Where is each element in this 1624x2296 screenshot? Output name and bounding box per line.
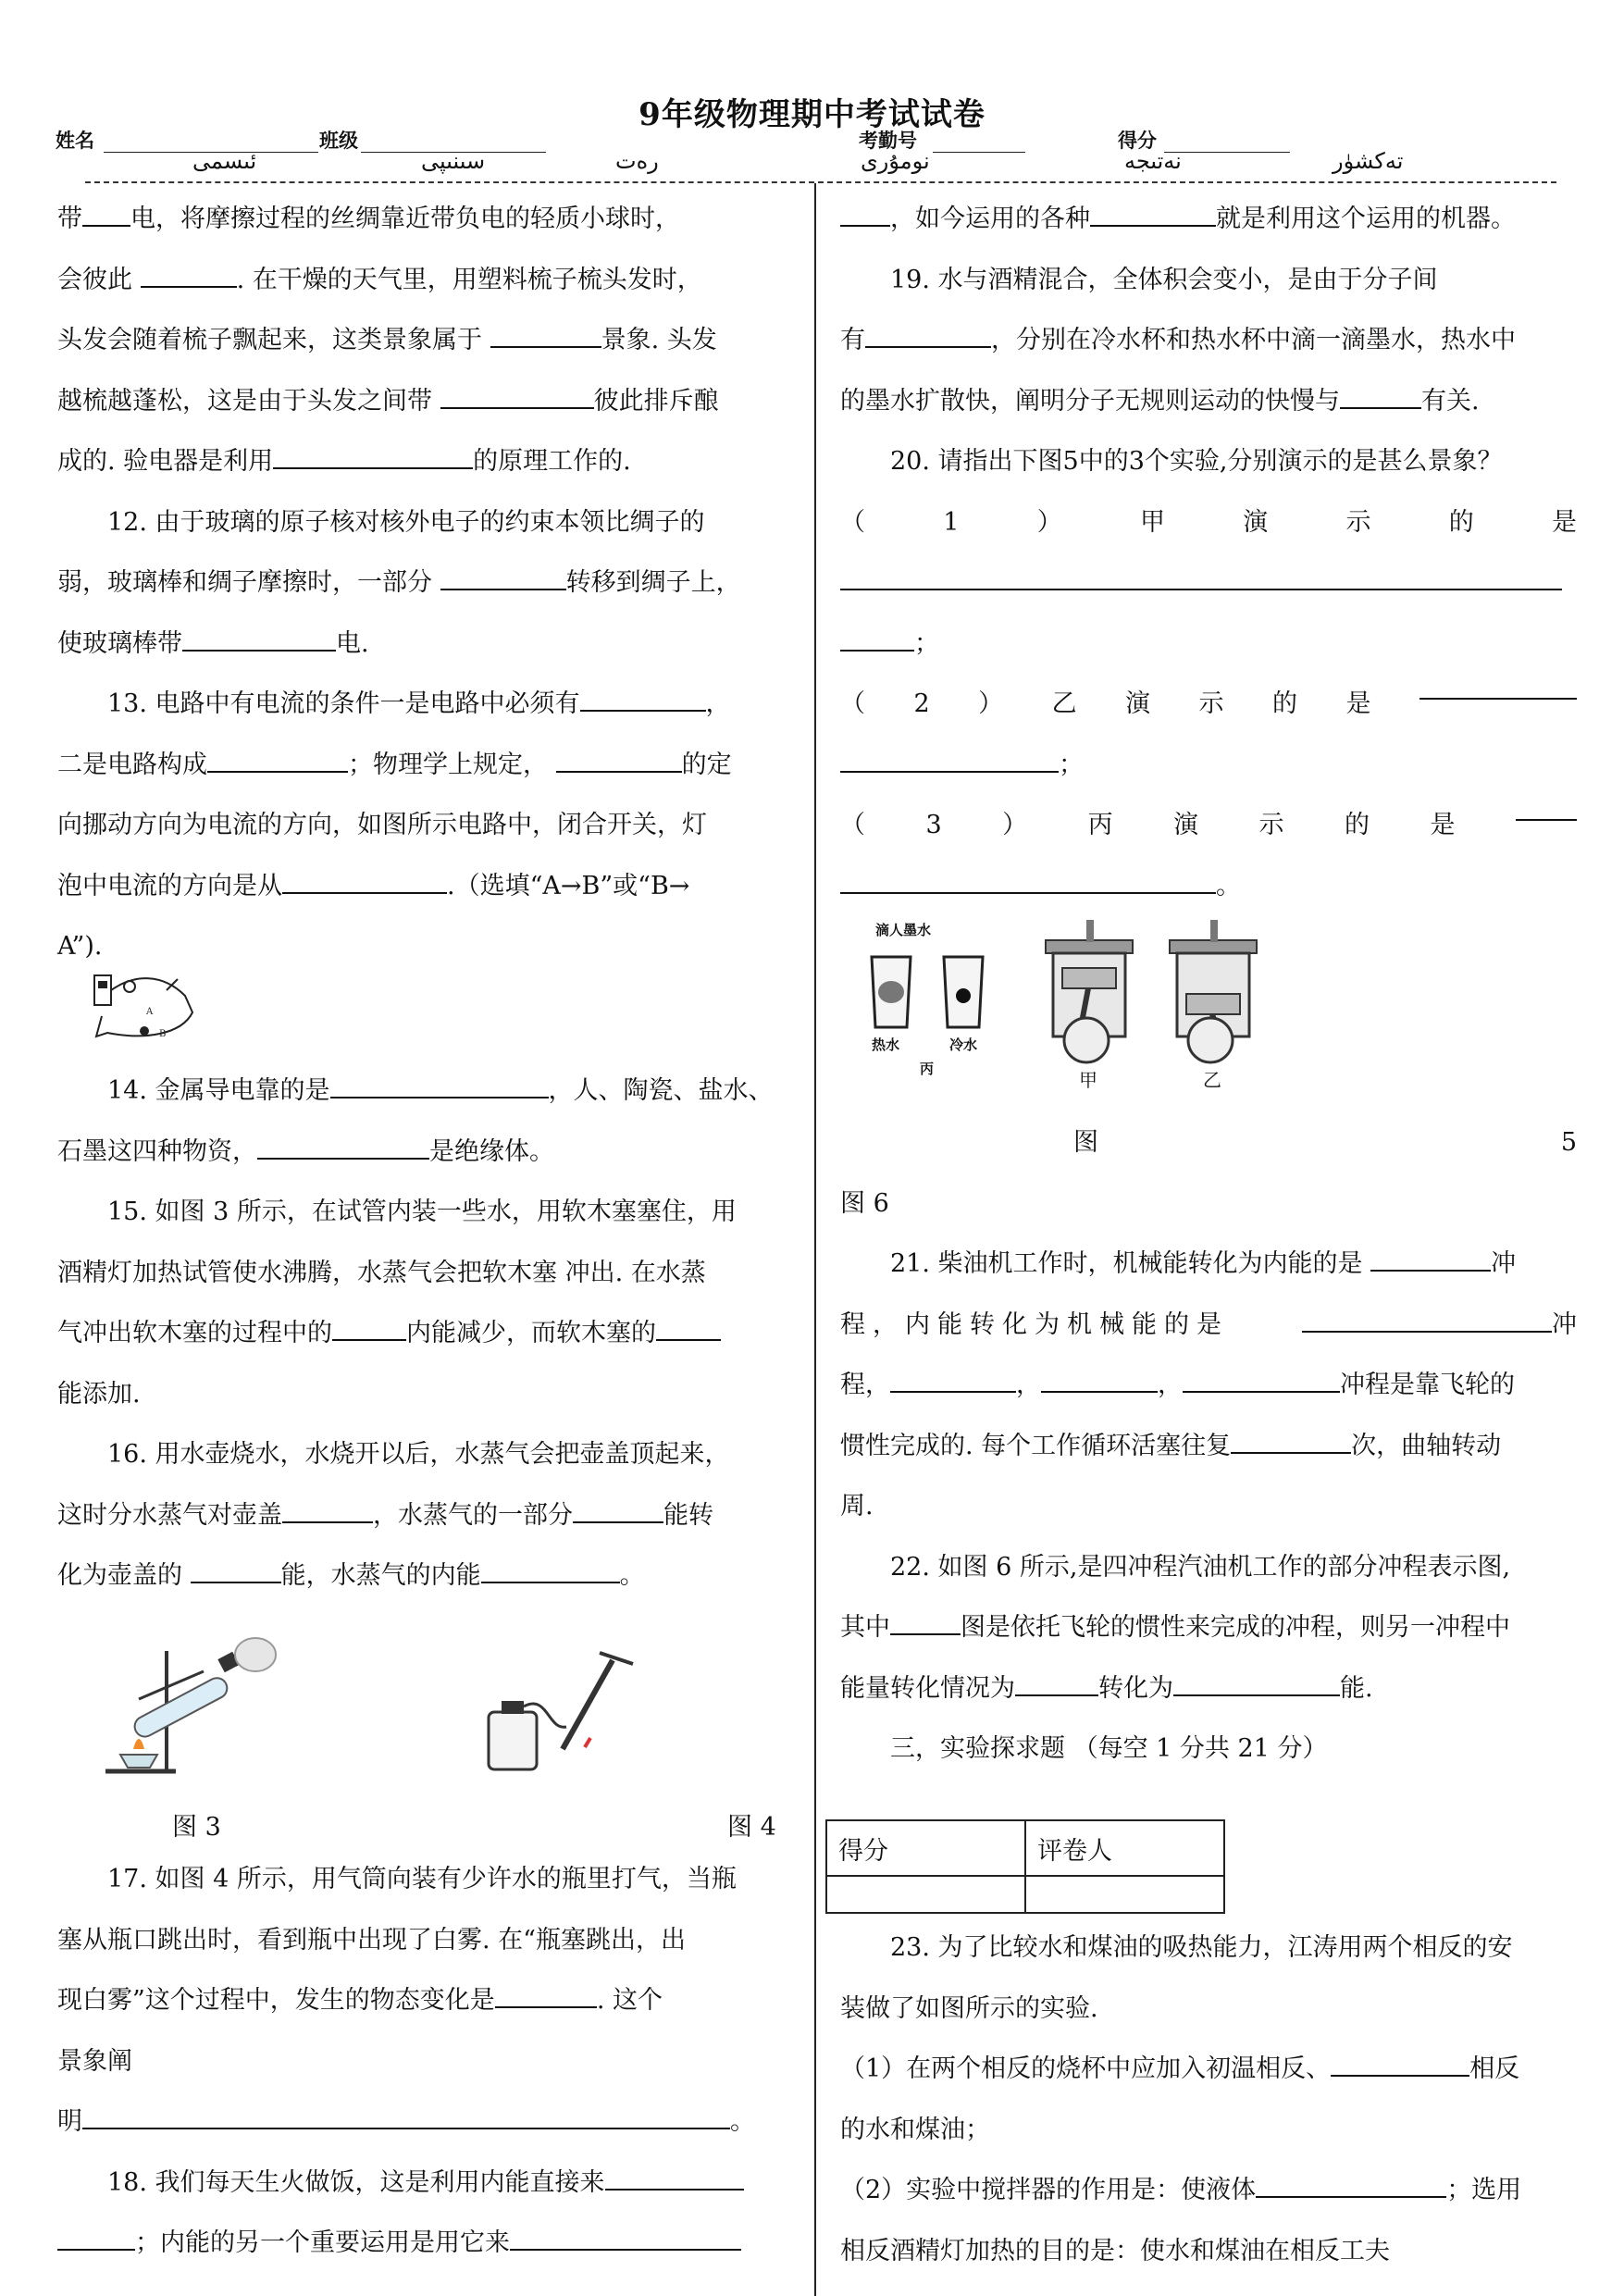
answer-blank[interactable]	[1419, 674, 1577, 700]
q21-line5: 周.	[840, 1492, 874, 1520]
ug-check-label: تەكشۈر	[1333, 148, 1404, 174]
answer-blank[interactable]	[82, 2104, 730, 2129]
circuit-figure	[89, 970, 200, 1044]
answer-blank[interactable]	[257, 1134, 429, 1160]
answer-blank[interactable]	[191, 1558, 281, 1583]
answer-blank[interactable]	[82, 201, 130, 227]
column-divider	[814, 183, 816, 2296]
q20-item1: （ 1 ） 甲 演 示 的 是	[840, 507, 1577, 537]
q17-line4: 景象阐	[57, 2046, 132, 2076]
q11-line1: 带 电，将摩擦过程的丝绸靠近带负电的轻质小球时，	[57, 189, 803, 250]
q11-line5: 成的. 验电器是利用 的原理工作的.	[57, 431, 803, 492]
q13-line4: 泡中电流的方向是从 .（选填“A→B”或“B→	[57, 856, 803, 917]
cold-water-label: 冷水	[949, 1036, 978, 1053]
yi-label: 乙	[1203, 1069, 1221, 1091]
q15-line3: 气冲出软木塞的过程中的 内能减少，而软木塞的	[57, 1303, 803, 1364]
left-column	[57, 189, 803, 977]
answer-blank[interactable]	[57, 2225, 135, 2251]
figure-6-engine-strokes	[1029, 912, 1270, 1098]
q16-line1: 16. 用水壶烧水，水烧开以后，水蒸气会把壶盖顶起来，	[107, 1440, 730, 1469]
q12-line1: 12. 由于玻璃的原子核对核外电子的约束本领比绸子的	[107, 507, 705, 537]
figure-3-caption: 图 3	[172, 1813, 221, 1842]
q18-cont: ，如今运用的各种 就是利用这个运用的机器。	[840, 189, 1577, 250]
q20-item1-blank	[840, 552, 1577, 614]
answer-blank[interactable]	[890, 1367, 1016, 1393]
ug-score-label: نەتىجە	[1124, 148, 1182, 174]
left-column-2	[57, 1061, 803, 1607]
answer-blank[interactable]	[273, 443, 473, 469]
bing-label: 丙	[920, 1061, 935, 1077]
answer-blank[interactable]	[1302, 1307, 1552, 1333]
answer-blank[interactable]	[1173, 1670, 1340, 1696]
answer-blank[interactable]	[1183, 1367, 1340, 1393]
grader-input-cell[interactable]	[1025, 1876, 1224, 1913]
q21-line1: 21. 柴油机工作时，机械能转化为内能的是 冲	[840, 1234, 1577, 1295]
svg-text:B: B	[159, 1029, 167, 1039]
q11-line4: 越梳越蓬松，这是由于头发之间带 彼此排斥酿	[57, 371, 803, 432]
exam-title: 9年级物理期中考试试卷	[638, 96, 986, 133]
q13-line2: 二是电路构成 ；物理学上规定， 的定	[57, 735, 803, 796]
q21-line3: 程， ， ， 冲程是靠飞轮的	[840, 1355, 1577, 1416]
q17-line5: 明 。	[57, 2091, 803, 2153]
ug-class-label: سىنىپى	[421, 148, 486, 174]
q18-line1: 18. 我们每天生火做饭，这是利用内能直接来	[57, 2153, 803, 2214]
q14-line1: 14. 金属导电靠的是 ，人、陶瓷、盐水、	[57, 1061, 803, 1122]
q20-item3: （ 3 ） 丙 演 示 的 是	[840, 795, 1577, 856]
score-input-cell[interactable]	[826, 1876, 1025, 1913]
q20-item2-end: ；	[840, 735, 1577, 796]
name-label: 姓名	[56, 130, 94, 152]
q20-item2: （ 2 ） 乙 演 示 的 是	[840, 674, 1577, 735]
answer-blank[interactable]	[1331, 2051, 1469, 2077]
answer-blank[interactable]	[890, 1609, 961, 1635]
q23-line1: 23. 为了比较水和煤油的吸热能力，江涛用两个相反的安	[890, 1933, 1513, 1962]
jia-label: 甲	[1079, 1069, 1097, 1091]
svg-text:A: A	[146, 1007, 154, 1017]
answer-blank[interactable]	[182, 626, 336, 652]
ink-drop-label: 滴人墨水	[875, 922, 932, 938]
figure-6-caption: 图 6	[840, 1188, 889, 1218]
answer-blank[interactable]	[440, 565, 566, 590]
answer-blank[interactable]	[605, 2165, 744, 2191]
answer-blank[interactable]	[282, 1497, 373, 1523]
q21-line4: 惯性完成的. 每个工作循环活塞往复 次，曲轴转动	[840, 1416, 1577, 1477]
answer-blank[interactable]	[1231, 1428, 1351, 1454]
answer-blank[interactable]	[556, 747, 682, 773]
ug-no-label: نومۇرى	[861, 148, 930, 174]
figure-5-ink-diffusion	[862, 918, 1001, 1085]
figure-4-caption: 图 4	[727, 1813, 776, 1842]
q18-line2: ；内能的另一个重要运用是用它来	[57, 2213, 803, 2274]
q12-line2: 弱，玻璃棒和绸子摩擦时，一部分 转移到绸子上，	[57, 552, 803, 614]
q15-line1: 15. 如图 3 所示，在试管内装一些水，用软木塞塞住，用	[107, 1198, 737, 1226]
score-label: 得分	[1118, 130, 1157, 152]
score-cell-label: 得分	[826, 1820, 1025, 1876]
q19-line3: 的墨水扩散快，阐明分子无规则运动的快慢与 有关.	[840, 371, 1577, 432]
q17-line3: 现白雾”这个过程中，发生的物态变化是 . 这个	[57, 1970, 803, 2031]
left-column-3	[57, 1849, 803, 2274]
answer-blank[interactable]	[840, 565, 1562, 590]
answer-blank[interactable]	[481, 1558, 620, 1583]
answer-blank[interactable]	[1516, 795, 1577, 821]
q20-item3-end: 。	[840, 856, 1577, 917]
answer-blank[interactable]	[510, 2225, 741, 2251]
cut-line	[85, 181, 1556, 183]
exam-no-label: 考勤号	[859, 130, 917, 152]
q17-line2: 塞从瓶口跳出时，看到瓶中出现了白雾. 在“瓶塞跳出，出	[57, 1925, 686, 1955]
answer-blank[interactable]	[573, 1497, 663, 1523]
q17-line1: 17. 如图 4 所示，用气筒向装有少许水的瓶里打气，当瓶	[107, 1865, 737, 1893]
q23-line2: 装做了如图所示的实验.	[840, 1993, 1098, 2023]
hot-water-label: 热水	[872, 1036, 900, 1053]
answer-blank[interactable]	[840, 626, 914, 652]
answer-blank[interactable]	[1015, 1670, 1098, 1696]
answer-blank[interactable]	[330, 1073, 549, 1098]
answer-blank[interactable]	[282, 868, 447, 894]
q19-line2: 有 ，分别在冷水杯和热水杯中滴一滴墨水，热水中	[840, 310, 1577, 371]
q13-line5: A”).	[57, 932, 103, 961]
ug-name-label: ئىسمى	[192, 148, 257, 174]
answer-blank[interactable]	[332, 1315, 406, 1341]
q23-part1-cont: 的水和煤油；	[840, 2115, 990, 2144]
grader-cell-label: 评卷人	[1025, 1820, 1224, 1876]
q21-line2: 程，内能转化为机械能的是 冲	[840, 1295, 1577, 1356]
q14-line2: 石墨这四种物资， 是绝缘体。	[57, 1122, 803, 1183]
q13-line3: 向挪动方向为电流的方向，如图所示电路中，闭合开关，灯	[57, 811, 707, 839]
section-3-heading: 三，实验探求题 （每空 1 分共 21 分）	[890, 1734, 1328, 1763]
ug-row-label: رەت	[615, 148, 659, 174]
answer-blank[interactable]	[1340, 383, 1421, 409]
score-table	[825, 1819, 1225, 1914]
right-column-2	[840, 1112, 1577, 1780]
answer-blank[interactable]	[1090, 201, 1216, 227]
q19-line1: 19. 水与酒精混合，全体积会变小，是由于分子间	[890, 265, 1438, 294]
q22-line1: 22. 如图 6 所示,是四冲程汽油机工作的部分冲程表示图,	[890, 1552, 1511, 1582]
q23-part2-cont: 相反酒精灯加热的目的是：使水和煤油在相反工夫	[840, 2236, 1390, 2265]
q12-line3: 使玻璃棒带 电.	[57, 614, 803, 675]
answer-blank[interactable]	[141, 262, 237, 288]
answer-blank[interactable]	[440, 383, 594, 409]
figure-4-bottle-pump	[474, 1638, 650, 1777]
q23-part1: （1）在两个相反的烧杯中应加入初温相反、 相反	[840, 2039, 1577, 2100]
answer-blank[interactable]	[1370, 1246, 1491, 1272]
answer-blank[interactable]	[865, 322, 991, 348]
q15-line2: 酒精灯加热试管使水沸腾，水蒸气会把软木塞 冲出. 在水蒸	[57, 1258, 706, 1287]
q16-line3: 化为壶盖的 能，水蒸气的内能 。	[57, 1545, 803, 1607]
figure-5-caption: 图 5	[1073, 1128, 1577, 1157]
q20-item1-end: ；	[840, 614, 1577, 675]
score-field[interactable]	[1164, 152, 1290, 153]
q11-line2: 会彼此 . 在干燥的天气里，用塑料梳子梳头发时，	[57, 250, 803, 311]
answer-blank[interactable]	[207, 747, 348, 773]
answer-blank[interactable]	[1256, 2172, 1446, 2198]
q16-line2: 这时分水蒸气对壶盖 ，水蒸气的一部分 能转	[57, 1485, 803, 1546]
q22-line3: 能量转化情况为 转化为 能.	[840, 1658, 1577, 1719]
answer-blank[interactable]	[656, 1315, 721, 1341]
q11-line3: 头发会随着梳子飘起来，这类景象属于 景象. 头发	[57, 310, 803, 371]
q22-line2: 其中 图是依托飞轮的惯性来完成的冲程，则另一冲程中	[840, 1597, 1577, 1658]
figure-3-test-tube	[93, 1632, 278, 1781]
answer-blank[interactable]	[490, 322, 601, 348]
answer-blank[interactable]	[840, 747, 1059, 773]
right-column	[840, 189, 1577, 916]
q20-line1: 20. 请指出下图5中的3个实验,分别演示的是甚么景象？	[890, 447, 1503, 476]
answer-blank[interactable]	[580, 686, 706, 712]
q23-part2: （2）实验中搅拌器的作用是：使液体 ；选用	[840, 2160, 1577, 2221]
q13-line1: 13. 电路中有电流的条件一是电路中必须有 ，	[57, 674, 803, 735]
answer-blank[interactable]	[840, 868, 1216, 894]
answer-blank[interactable]	[1041, 1367, 1158, 1393]
right-column-3	[840, 1917, 1577, 2281]
exam-no-field[interactable]	[933, 152, 1025, 153]
answer-blank[interactable]	[495, 1982, 597, 2008]
q15-line4: 能添加.	[57, 1379, 141, 1409]
class-label: 班级	[319, 130, 358, 152]
answer-blank[interactable]	[840, 201, 890, 227]
